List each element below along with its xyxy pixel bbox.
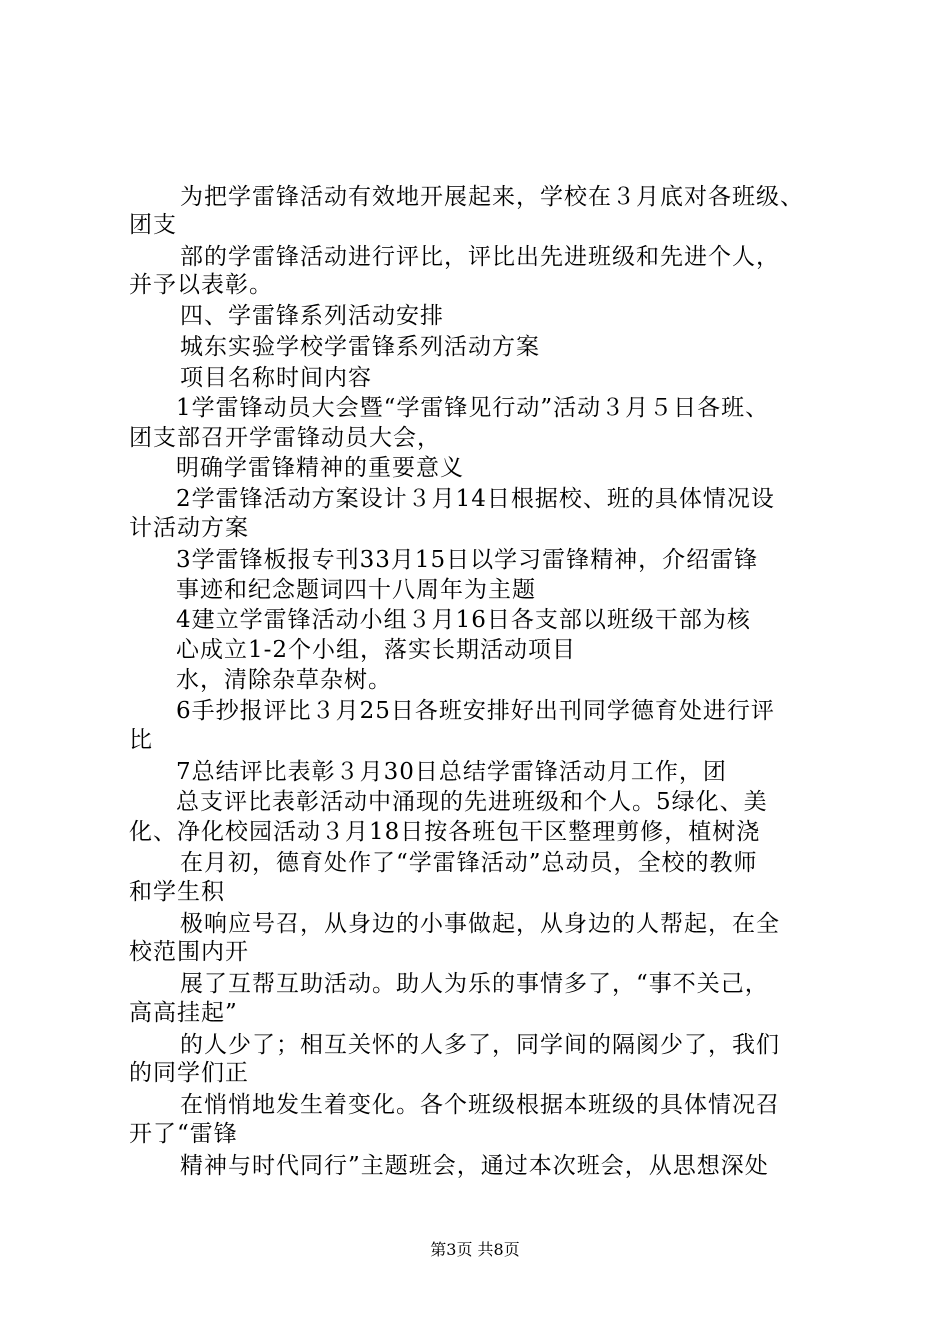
text-line: 开了“雷锋 bbox=[129, 1121, 238, 1147]
text-line: 比 bbox=[129, 727, 153, 753]
text-line: 校范围内开 bbox=[129, 939, 249, 965]
text-line: 团支部召开学雷锋动员大会， bbox=[129, 425, 441, 451]
text-line: 事迹和纪念题词四十八周年为主题 bbox=[176, 577, 536, 603]
text-line: 计活动方案 bbox=[129, 515, 249, 541]
text-line: 精神与时代同行”主题班会，通过本次班会，从思想深处 bbox=[180, 1153, 769, 1179]
text-line: 为把学雷锋活动有效地开展起来，学校在３月底对各班级、 bbox=[180, 184, 804, 210]
text-line: 并予以表彰。 bbox=[129, 272, 273, 298]
text-line: 和学生积 bbox=[129, 879, 225, 905]
text-line: 的同学们正 bbox=[129, 1060, 249, 1086]
text-line: 高高挂起” bbox=[129, 1000, 238, 1026]
text-line: 化、净化校园活动３月18日按各班包干区整理剪修，植树浇 bbox=[129, 819, 761, 845]
text-line: 极响应号召，从身边的小事做起，从身边的人帮起，在全 bbox=[180, 911, 780, 937]
text-line: 总支评比表彰活动中涌现的先进班级和个人。5绿化、美 bbox=[176, 789, 768, 815]
text-line: 明确学雷锋精神的重要意义 bbox=[176, 455, 464, 481]
text-line: 城东实验学校学雷锋系列活动方案 bbox=[180, 334, 540, 360]
text-line: 的人少了；相互关怀的人多了，同学间的隔阂少了，我们 bbox=[180, 1032, 780, 1058]
text-line: 在悄悄地发生着变化。各个班级根据本班级的具体情况召 bbox=[180, 1092, 780, 1118]
page-number-footer: 第3页 共8页 bbox=[430, 1240, 520, 1259]
text-line: 团支 bbox=[129, 212, 177, 238]
text-line: 3学雷锋板报专刊33月15日以学习雷锋精神，介绍雷锋 bbox=[176, 547, 759, 573]
text-line: 4建立学雷锋活动小组３月16日各支部以班级干部为核 bbox=[176, 607, 751, 633]
section-heading: 四、学雷锋系列活动安排 bbox=[180, 303, 444, 329]
text-line: 6手抄报评比３月25日各班安排好出刊同学德育处进行评 bbox=[176, 698, 775, 724]
text-line: 1学雷锋动员大会暨“学雷锋见行动”活动３月５日各班、 bbox=[176, 395, 770, 421]
text-line: 水，清除杂草杂树。 bbox=[176, 667, 392, 693]
text-line: 项目名称时间内容 bbox=[180, 365, 372, 391]
text-line: 在月初，德育处作了“学雷锋活动”总动员，全校的教师 bbox=[180, 850, 758, 876]
text-line: 展了互帮互助活动。助人为乐的事情多了，“事不关己， bbox=[180, 971, 769, 997]
text-line: 心成立1-2个小组，落实长期活动项目 bbox=[176, 637, 577, 663]
text-line: 7总结评比表彰３月30日总结学雷锋活动月工作，团 bbox=[176, 759, 727, 785]
text-line: 2学雷锋活动方案设计３月14日根据校、班的具体情况设 bbox=[176, 486, 775, 512]
text-line: 部的学雷锋活动进行评比，评比出先进班级和先进个人， bbox=[180, 244, 780, 270]
